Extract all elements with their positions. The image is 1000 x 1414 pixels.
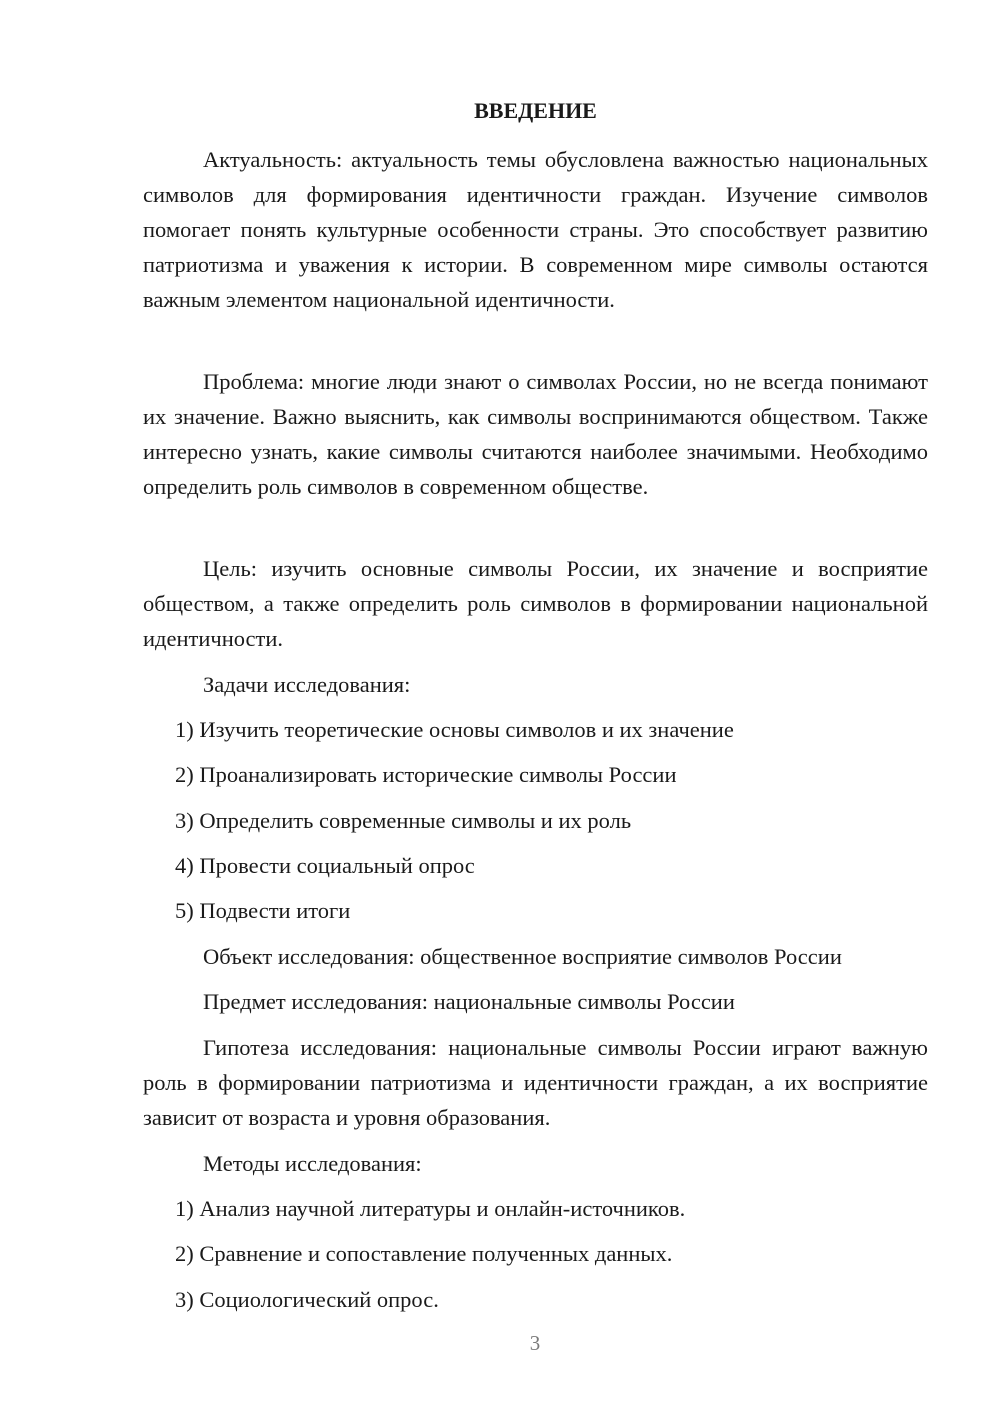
list-item: 3) Социологический опрос. xyxy=(175,1287,439,1312)
subject-line: Предмет исследования: национальные символы России xyxy=(203,989,735,1014)
section-title: ВВЕДЕНИЕ xyxy=(474,98,597,123)
tasks-heading: Задачи исследования: xyxy=(203,672,411,697)
list-item: 1) Анализ научной литературы и онлайн-источников. xyxy=(175,1196,686,1221)
list-item: 3) Определить современные символы и их роль xyxy=(175,808,632,833)
list-item: 2) Проанализировать исторические символы России xyxy=(175,762,677,787)
page-number: 3 xyxy=(529,1331,541,1355)
goal-paragraph: Цель: изучить основные символы России, их значение и восприятие обществом, а также определить роль символов в формировании национальной идентичности. xyxy=(143,556,928,651)
list-item: 4) Провести социальный опрос xyxy=(175,853,475,878)
problem-paragraph: Проблема: многие люди знают о символах России, но не всегда понимают их значение. Важно выяснить, как символы воспринимаются обществом. Также интересно узнать, какие символы считаются наиболее значимыми. Необходимо определить роль символов в современном обществе. xyxy=(143,369,928,499)
methods-heading: Методы исследования: xyxy=(203,1151,422,1176)
relevance-paragraph: Актуальность: актуальность темы обусловлена важностью национальных символов для формирования идентичности граждан. Изучение символов помогает понять культурные особенности страны. Это способствует развитию патриотизма и уважения к истории. В современном мире символы остаются важным элементом национальной идентичности. xyxy=(143,147,928,312)
hypothesis-paragraph: Гипотеза исследования: национальные символы России играют важную роль в формировании патриотизма и идентичности граждан, а их восприятие зависит от возраста и уровня образования. xyxy=(143,1035,928,1130)
list-item: 1) Изучить теоретические основы символов и их значение xyxy=(175,717,734,742)
list-item: 5) Подвести итоги xyxy=(175,898,351,923)
object-line: Объект исследования: общественное восприятие символов России xyxy=(203,944,842,969)
list-item: 2) Сравнение и сопоставление полученных данных. xyxy=(175,1241,673,1266)
